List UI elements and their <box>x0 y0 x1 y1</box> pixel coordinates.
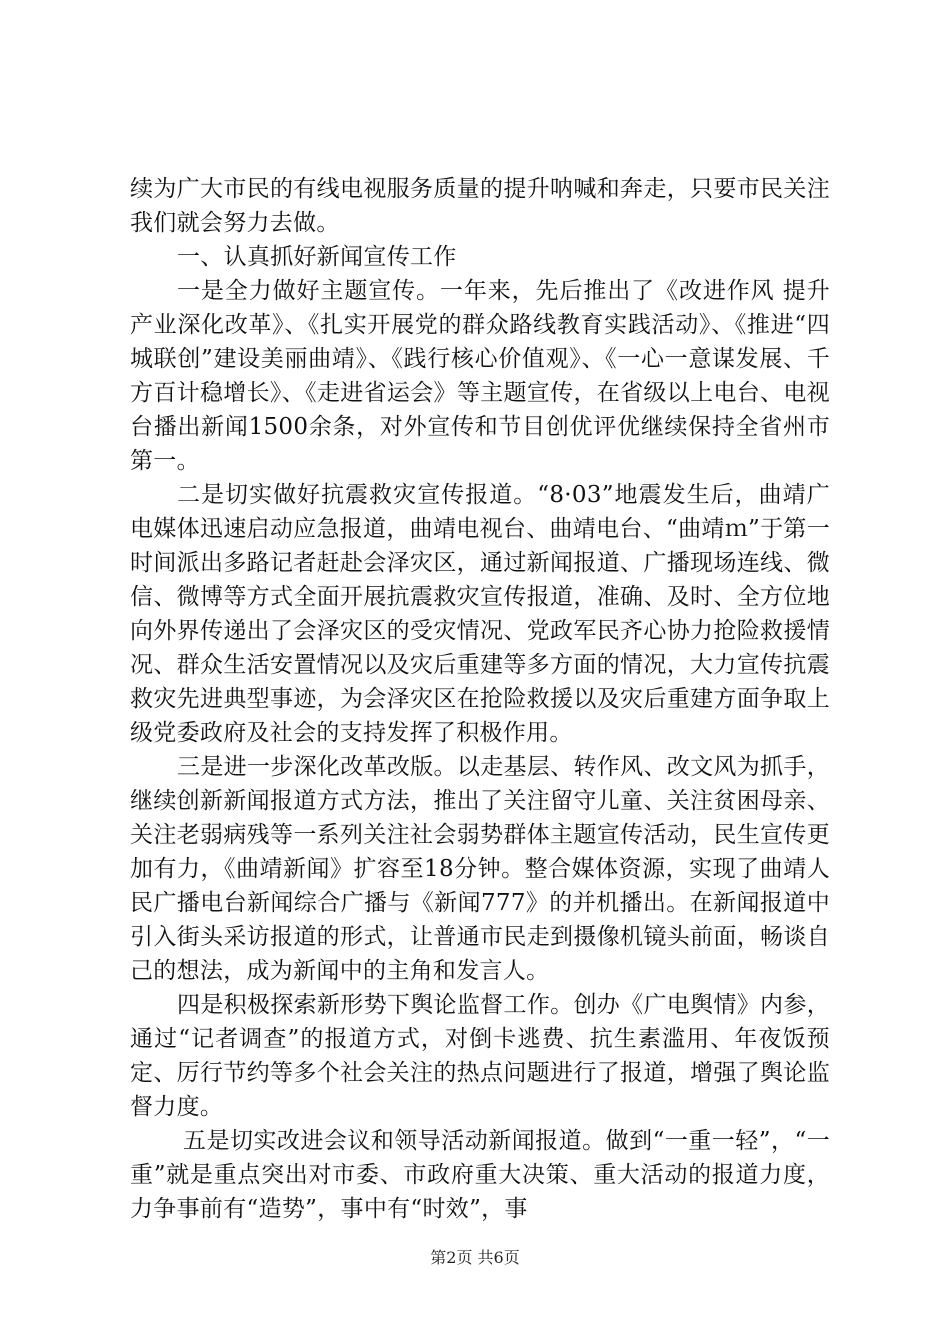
paragraph-public-opinion-supervision: 四是积极探索新形势下舆论监督工作。创办《广电舆情》内参，通过“记者调查”的报道方式，对倒卡逃费、抗生素滥用、年夜饭预定、厉行节约等多个社会关注的热点问题进行了报道，增强了舆论监督力度。 <box>130 992 830 1120</box>
paragraph-earthquake-reporting: 二是切实做好抗震救灾宣传报道。“8·03”地震发生后，曲靖广电媒体迅速启动应急报道，曲靖电视台、曲靖电台、“曲靖ｍ”于第一时间派出多路记者赶赴会泽灾区，通过新闻报道、广播现场连线、微信、微博等方式全面开展抗震救灾宣传报道，准确、及时、全方位地向外界传递出了会泽灾区的受灾情况、党政军民齐心协力抢险救援情况、群众生活安置情况以及灾后重建等多方面的情况，大力宣传抗震救灾先进典型事迹，为会泽灾区在抢险救援以及灾后重建方面争取上级党委政府及社会的支持发挥了积极作用。 <box>130 482 830 746</box>
paragraph-continuation: 续为广大市民的有线电视服务质量的提升呐喊和奔走，只要市民关注我们就会努力去做。 <box>130 176 830 236</box>
paragraph-meeting-news: 五是切实改进会议和领导活动新闻报道。做到“一重一轻”，“一重”就是重点突出对市委、市政府重大决策、重大活动的报道力度，力争事前有“造势”，事中有“时效”，事 <box>130 1128 830 1222</box>
document-body <box>130 172 830 1226</box>
paragraph-theme-publicity: 一是全力做好主题宣传。一年来，先后推出了《改进作风 提升产业深化改革》、《扎实开展党的群众路线教育实践活动》、《推进“四城联创”建设美丽曲靖》、《践行核心价值观》、《一心一意谋发展、千方百计稳增长》、《走进省运会》等主题宣传，在省级以上电台、电视台播出新闻1500余条，对外宣传和节目创优评优继续保持全省州市第一。 <box>130 278 830 474</box>
page-footer: 第2页 共6页 <box>430 1248 520 1267</box>
section-heading: 一、认真抓好新闻宣传工作 <box>177 244 457 270</box>
paragraph-reform-revision: 三是进一步深化改革改版。以走基层、转作风、改文风为抓手，继续创新新闻报道方式方法，推出了关注留守儿童、关注贫困母亲、关注老弱病残等一系列关注社会弱势群体主题宣传活动，民生宣传更加有力，《曲靖新闻》扩容至18分钟。整合媒体资源，实现了曲靖人民广播电台新闻综合广播与《新闻777》的并机播出。在新闻报道中引入街头采访报道的形式，让普通市民走到摄像机镜头前面，畅谈自己的想法，成为新闻中的主角和发言人。 <box>130 754 830 984</box>
